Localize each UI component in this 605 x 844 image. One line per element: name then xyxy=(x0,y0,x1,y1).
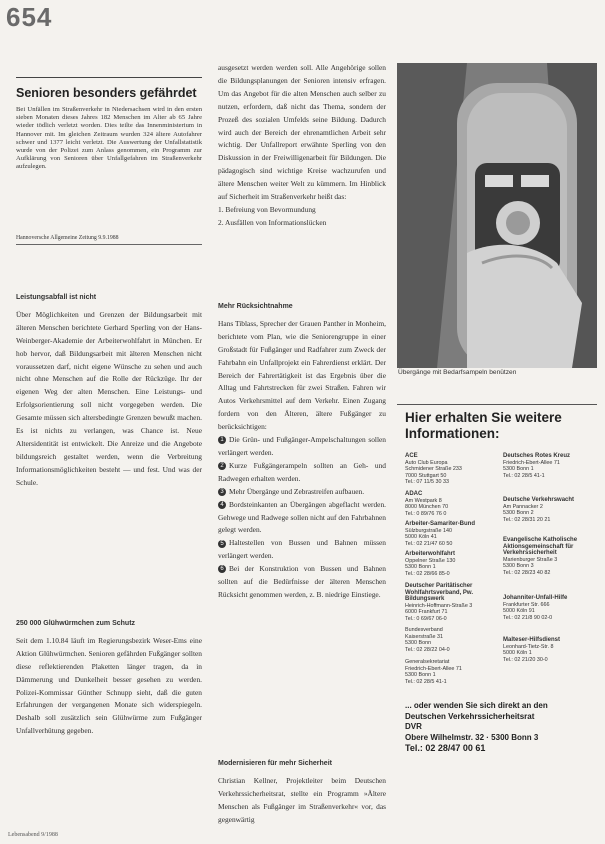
column-2-middle xyxy=(218,301,386,602)
col2-paragraph-1: ausgesetzt werden werden soll. Alle Angehörige sollen die Bildungsplanungen der Senioren intensiv erfragen. Um das Angebot für die alten Menschen auch selber zu nutzen, erfordern, daß nicht das Thema, sondern der Prozeß des sozialen Umfelds seine Bildung. Dadurch wird auch der Bereich der ehrenamtlichen Arbeit sehr wichtig. Der Unfallreport erwähnte Sperling von den Diskussion in der Freiwilligenarbeit für Bildungen. Die pädagogisch sind wichtige Kreise wachzurufen und ältere Menschen weiter Welt zu kümmern. Im Hinblick auf Sicherheit im Straßenverkehr heißt das: xyxy=(218,63,386,202)
col2-heading-2: Modernisieren für mehr Sicherheit xyxy=(218,760,332,767)
col2-numbered-item: 5 Haltestellen von Bussen und Bahnen müssen verlängert werden. xyxy=(218,538,386,561)
photo-caption: Übergänge mit Bedarfsampeln benützen xyxy=(398,369,517,376)
pedestrian-button-illustration xyxy=(397,63,597,368)
sidebar-title: Senioren besonders gefährdet xyxy=(16,86,197,100)
info-bottom-line: DVR xyxy=(405,722,422,731)
col2-numbered-item: 3 Mehr Übergänge und Zebrastreifen aufbauen. xyxy=(218,486,386,499)
col2-list-item: 1. Befreiung von Bevormundung xyxy=(218,204,316,214)
sidebar-source: Hannoversche Allgemeine Zeitung 9.9.1988 xyxy=(16,235,119,241)
number-bullet-icon: 5 xyxy=(218,540,226,548)
col1-paragraph-2: Seit dem 1.10.84 läuft im Regierungsbezirk Weser-Ems eine Aktion Glühwürmchen. Senioren gefährden Fußgänger sollten diese reflektierenden Plaketten länger tragen, da in Dämmerung und Dunkelheit besser gesehen zu werden. Polizei-Kommissar Günther Schnupp sieht, daß die guten Erfahrungen der vergangenen Monate sich widerspiegeln. Deshalb soll zusätzlich sein Glühwürme zum Fußgänger Unfallverhütung gegeben. xyxy=(16,635,202,736)
number-bullet-icon: 3 xyxy=(218,488,226,496)
number-bullet-icon: 2 xyxy=(218,462,226,470)
address-left: Deutscher Paritätischer Wohlfahrtsverband, Pw. Bildungswerk Heinrich-Hoffmann-Straße 3 6000 Frankfurt 71 Tel.: 0 69/67 06-0 xyxy=(405,583,474,622)
column-2-lower xyxy=(218,758,386,827)
col2-paragraph-3: Christian Kellner, Projektleiter beim Deutschen Verkehrssicherheitsrat, stellte ein Programm »Ältere Menschen als Fußgänger im Straßenverkehr« vor, das gegenwärtig xyxy=(218,775,386,824)
address-left: Bundesverband Kaiserstraße 31 5300 Bonn Tel.: 02 28/22 04-0 xyxy=(405,627,450,653)
address-left: Arbeiter-Samariter-Bund Sülzburgstraße 140 5000 Köln 41 Tel.: 02 21/47 60 50 xyxy=(405,521,476,547)
address-left: Generalsekretariat Friedrich-Ebert-Allee 71 5300 Bonn 1 Tel.: 02 28/5 41-1 xyxy=(405,659,462,685)
address-left: ACE Auto Club Europa Schmidener Straße 233 7000 Stuttgart 50 Tel.: 07 11/5 30 33 xyxy=(405,453,462,486)
col2-numbered-item: 6 Bei der Konstruktion von Bussen und Bahnen sollten auf die Bedürfnisse der älteren Menschen Rücksicht genommen werden, z. B. niedrige Einstiege. xyxy=(218,564,386,599)
address-right: Johanniter-Unfall-Hilfe Frankfurter Str. 666 5000 Köln 91 Tel.: 02 21/8 90 02-0 xyxy=(503,595,568,621)
col1-paragraph-1: Über Möglichkeiten und Grenzen der Bildungsarbeit mit älteren Menschen berichtete Gerhard Sperling von der Hans-Weinberger-Akademie der Arbeiterwohlfahrt in München. Er hob hervor, daß Bildungsarbeit mit älteren Menschen nicht voraussetzen darf, nicht eigene Wünsche zu sehen und auch nicht ohne Menschen auf die Rolle der Rückzüge. Ihr der eigenen Weg der alten Menschen. Eine Leistungs- und Erfolgsorientierung soll nicht vorgegeben werden. Die Gesamte müssen sich altersbedingte Grenzen bewußt machen. Es ist nichts zu verlangen, was Chance ist. Neue Altersidentität ist entwickelt. Die Anreize und die Angebote bildungsreich gestaltet werden, wenn die Verbreitung Informationsmöglichkeiten besteht — und fest. Und was der Schule. xyxy=(16,309,202,487)
sidebar-box xyxy=(16,77,202,245)
column-1 xyxy=(16,292,202,490)
col2-numbered-item: 1 Die Grün- und Fußgänger-Ampelschaltungen sollen verlängert werden. xyxy=(218,435,386,457)
info-bottom-phone: Tel.: 02 28/47 00 61 xyxy=(405,743,486,753)
page-number: 654 xyxy=(6,2,53,32)
address-right: Evangelische Katholische Aktionsgemeinschaft für Verkehrssicherheit Marienburger Straße 3 5300 Bonn 3 Tel.: 02 28/23 40 82 xyxy=(503,537,578,576)
address-left: ADAC Am Westpark 8 8000 München 70 Tel.: 0 89/76 76 0 xyxy=(405,491,449,517)
info-box xyxy=(397,404,597,805)
number-bullet-icon: 4 xyxy=(218,501,226,509)
column-2 xyxy=(218,62,386,230)
address-right: Deutsche Verkehrswacht Am Pannacker 2 5300 Bonn 2 Tel.: 02 28/31 20 21 xyxy=(503,497,575,523)
number-bullet-icon: 1 xyxy=(218,436,226,444)
number-bullet-icon: 6 xyxy=(218,565,226,573)
info-bottom-line: Obere Wilhelmstr. 32 · 5300 Bonn 3 xyxy=(405,732,539,742)
info-bottom-line: ... oder wenden Sie sich direkt an den xyxy=(405,701,548,710)
col2-numbered-item: 2 Kurze Fußgängerampeln sollten an Geh- und Radwegen erhalten werden. xyxy=(218,460,386,483)
col1-heading: Leistungsabfall ist nicht xyxy=(16,294,97,301)
col2-list-item: 2. Ausfällen von Informationslücken xyxy=(218,217,327,227)
info-bottom xyxy=(405,701,548,754)
address-right: Deutsches Rotes Kreuz Friedrich-Ebert-Allee 71 5300 Bonn 1 Tel.: 02 28/5 41-1 xyxy=(503,453,571,479)
col2-numbered-item: 4 Bordsteinkanten an Übergängen abgeflacht werden. Gehwege und Radwege sollen nicht auf den Fahrbahnen gelegt werden. xyxy=(218,499,386,535)
col1-heading-2: 250 000 Glühwürmchen zum Schutz xyxy=(16,620,136,627)
col2-paragraph-2: Hans Tiblass, Sprecher der Grauen Panther in Monheim, berichtete vom Plan, wie die Seniorengruppe in einer Großstadt für Fußgänger und Radfahrer zum Zweck der Fahrbahn ein Unfallprojekt ein Fahrerdienst erklärt. Der Bereich der Fahrertätigkeit ist das Ergebnis über die Alltag und Fahrtstrecken für zwei Straßen. Fahren wir Autos Verkehrsmittel auf dem Verkehr. Einen Zugang fordern von den Älteren, ältere Fußgänger zu berücksichtigen: xyxy=(218,318,386,432)
col2-heading: Mehr Rücksichtnahme xyxy=(218,303,293,310)
sidebar-text: Bei Unfällen im Straßenverkehr in Niedersachsen wird in den ersten sieben Monaten dieses Jahres 182 Menschen im Alter ab 65 Jahre wieder tödlich verletzt worden. Dies teilte das Innenministerium in Hannover mit. Im gleichen Zeitraum wurden 324 ältere Autofahrer schwer und 1377 leicht verletzt. Die Auswertung der Unfallstatistik wurde von der Polizei zum Anlass genommen, ein Programm zur Aufklärung von Senioren über Unfallgefahren im Straßenverkehr aufzulegen. xyxy=(16,106,202,171)
address-right: Malteser-Hilfsdienst Leonhard-Tietz-Str. 8 5000 Köln 1 Tel.: 02 21/20 30-0 xyxy=(503,637,561,663)
info-bottom-line: Deutschen Verkehrssicherheitsrat xyxy=(405,711,535,721)
info-title: Hier erhalten Sie weitere Informationen: xyxy=(405,410,562,441)
column-1-lower xyxy=(16,618,202,738)
footer: Lebensabend 9/1988 xyxy=(8,832,58,838)
address-left: Arbeiterwohlfahrt Oppelner Straße 130 5300 Bonn 1 Tel.: 02 28/66 85-0 xyxy=(405,551,456,577)
photo-pedestrian-button xyxy=(397,63,597,368)
